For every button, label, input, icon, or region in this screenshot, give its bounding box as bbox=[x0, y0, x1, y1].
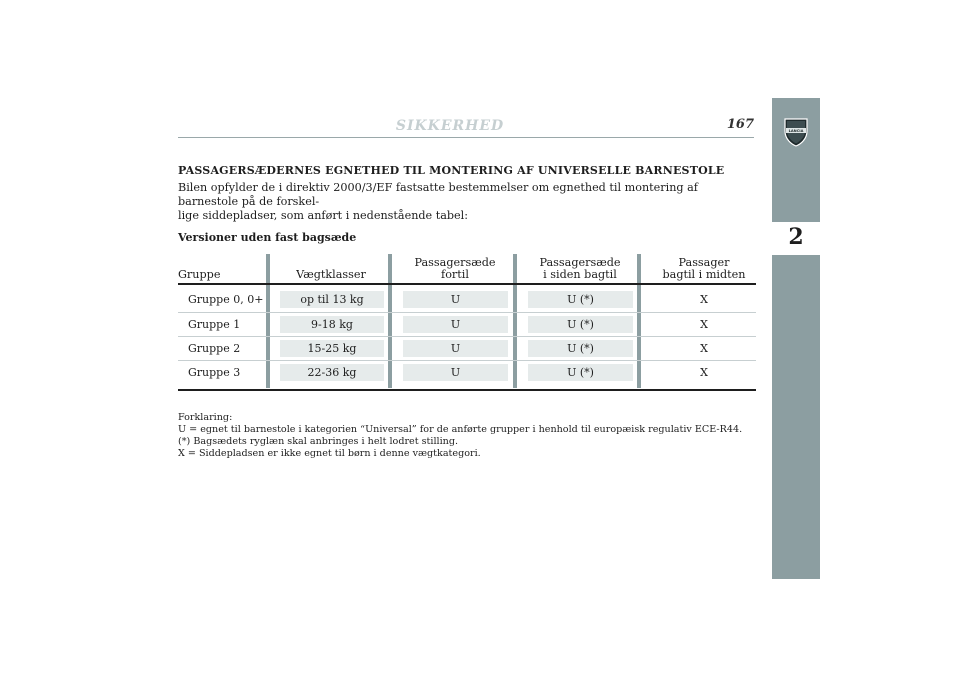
section-title: SIKKERHED bbox=[395, 118, 505, 134]
cell-group: Gruppe 3 bbox=[188, 366, 241, 379]
intro-paragraph bbox=[178, 181, 758, 223]
cell-side: U (*) bbox=[567, 318, 594, 331]
header-weight: Vægtklasser bbox=[296, 268, 366, 281]
cell-group: Gruppe 0, 0+ bbox=[188, 293, 264, 306]
legend-notes bbox=[178, 412, 742, 460]
cell-middle: X bbox=[700, 318, 708, 331]
cell-side: U (*) bbox=[567, 342, 594, 355]
legend-line-x: X = Siddepladsen er ikke egnet til børn i denne vægtkategori. bbox=[178, 448, 481, 459]
header-middle-line1: Passager bbox=[678, 256, 730, 269]
header-side-line2: i siden bagtil bbox=[543, 268, 617, 281]
cell-middle: X bbox=[700, 366, 708, 379]
header-middle-line2: bagtil i midten bbox=[662, 268, 746, 281]
header-rear-side-seat bbox=[524, 257, 636, 281]
cell-front: U bbox=[450, 293, 461, 306]
header-front-line1: Passagersæde bbox=[414, 256, 496, 269]
cell-weight: 22-36 kg bbox=[307, 366, 357, 379]
chapter-sidebar bbox=[772, 98, 820, 579]
row-divider bbox=[178, 336, 756, 337]
header-divider bbox=[178, 137, 754, 138]
legend-line-asterisk: (*) Bagsædets ryglæn skal anbringes i helt lodret stilling. bbox=[178, 436, 459, 447]
main-heading: PASSAGERSÆDERNES EGNETHED TIL MONTERING AF UNIVERSELLE BARNESTOLE bbox=[178, 164, 725, 177]
header-group: Gruppe bbox=[178, 268, 221, 281]
svg-text:LANCIA: LANCIA bbox=[788, 129, 804, 133]
cell-front: U bbox=[450, 318, 461, 331]
legend-title: Forklaring: bbox=[178, 412, 233, 423]
column-divider bbox=[637, 254, 641, 388]
row-divider bbox=[178, 360, 756, 361]
intro-line-2: lige siddepladser, som anført i nedenstående tabel: bbox=[178, 209, 469, 222]
cell-group: Gruppe 2 bbox=[188, 342, 241, 355]
page-number: 167 bbox=[726, 117, 754, 132]
table-bottom-rule bbox=[178, 389, 756, 391]
cell-weight: op til 13 kg bbox=[300, 293, 364, 306]
header-front-line2: fortil bbox=[441, 268, 469, 281]
cell-weight: 15-25 kg bbox=[307, 342, 357, 355]
column-divider bbox=[513, 254, 517, 388]
cell-front: U bbox=[450, 342, 461, 355]
intro-line-1: Bilen opfylder de i direktiv 2000/3/EF fastsatte bestemmelser om egnethed til montering af barnestole på de forskel- bbox=[178, 181, 698, 208]
cell-front: U bbox=[450, 366, 461, 379]
header-front-seat bbox=[400, 257, 510, 281]
cell-group: Gruppe 1 bbox=[188, 318, 241, 331]
legend-line-u: U = egnet til barnestole i kategorien “Universal” for de anførte grupper i henhold til europæisk regulativ ECE-R44. bbox=[178, 424, 743, 435]
row-divider bbox=[178, 312, 756, 313]
cell-middle: X bbox=[700, 342, 708, 355]
cell-weight: 9-18 kg bbox=[311, 318, 353, 331]
cell-side: U (*) bbox=[567, 293, 594, 306]
chapter-number: 2 bbox=[788, 224, 804, 250]
cell-side: U (*) bbox=[567, 366, 594, 379]
table-top-rule bbox=[178, 283, 756, 285]
sub-heading: Versioner uden fast bagsæde bbox=[178, 231, 357, 244]
header-rear-middle-seat bbox=[648, 257, 760, 281]
column-divider bbox=[266, 254, 270, 388]
header-side-line1: Passagersæde bbox=[539, 256, 621, 269]
lancia-logo-icon bbox=[783, 117, 809, 147]
column-divider bbox=[388, 254, 392, 388]
cell-middle: X bbox=[700, 293, 708, 306]
